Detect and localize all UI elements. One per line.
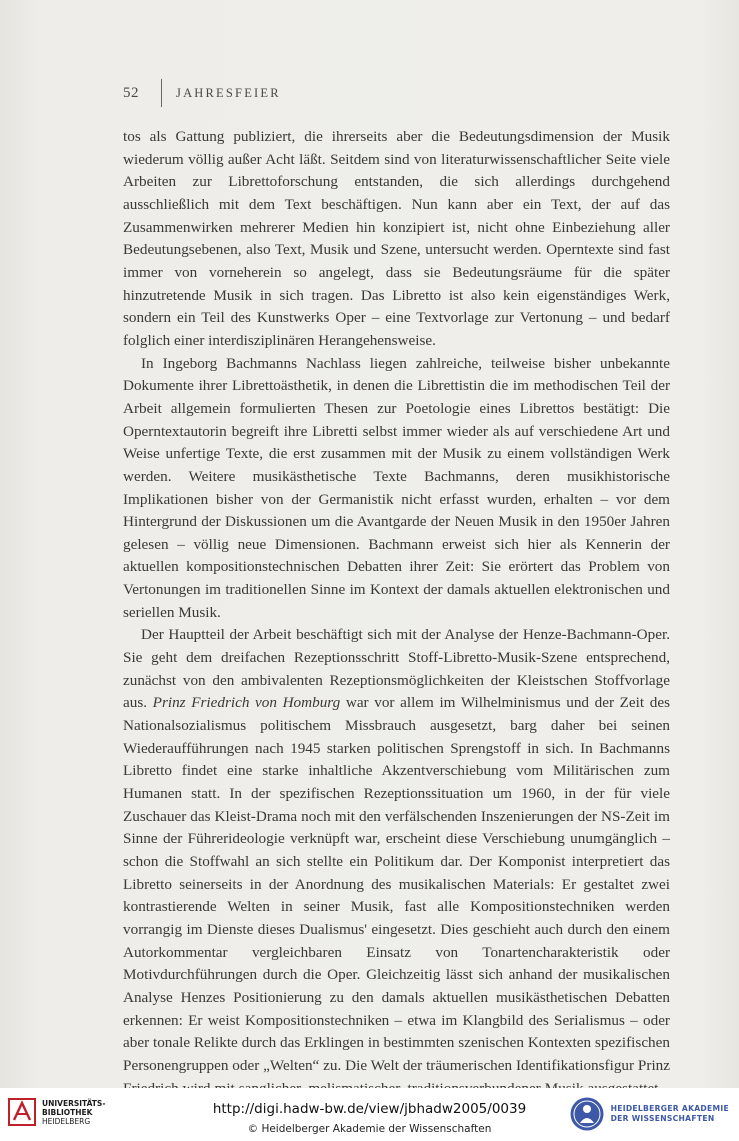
running-head [123,82,281,104]
body-text [123,126,670,1123]
page-number: 52 [123,84,139,101]
running-title: JAHRESFEIER [176,85,281,100]
paragraph-text: In Ingeborg Bachmanns Nachlass liegen zahlreiche, teilweise bisher unbekannte Dokumente ihrer Librettoästhetik, in denen die Librettistin die im methodischen Teil der Arbeit allgemein formulierten Thesen zur Poetologie eines Librettos bestätigt: Die Operntextautorin begreift ihre Libretti selbst immer wieder als auf verschiedene Art und Weise unfertige Texte, die erst zusammen mit der Musik zu einem vollständigen Werk werden. Weitere musikästhetische Texte Bachmanns, deren musikhistorische Implikationen bisher von der Germanistik nicht erfasst wurden, erhalten – vor dem Hintergrund der Diskussionen um die Avantgarde der Neuen Musik in den 1950er Jahren gelesen – völlig neue Dimensionen. Bachmann erweist sich hier als Kennerin der aktuellen kompositionstechnischen Debatten ihrer Zeit: Sie erörtert das Problem von Vertonungen im traditionellen Sinne im Kontext der damals aktuellen elektronischen und seriellen Musik. [123,354,670,621]
academy-logo[interactable] [569,1096,729,1132]
academy-seal-icon [569,1096,605,1132]
digitization-footer [0,1088,739,1141]
permalink-url[interactable]: http://digi.hadw-bw.de/view/jbhadw2005/0039 [212,1101,527,1117]
paragraph-text: Der Hauptteil der Arbeit beschäftigt sich mit der Analyse der Henze-Bachmann-Oper. Sie geht dem dreifachen Rezeptionsschritt Stoff-Libretto-Musik-Szene entsprechend, zunächst von den ambivalenten Rezeptionsmöglichkeiten der Kleistschen Stoffvorlage aus. [123,626,670,712]
academy-name [611,1104,729,1124]
library-line-1: UNIVERSITÄTS- [42,1098,106,1108]
copyright-notice: © Heidelberger Akademie der Wissenschaften [247,1123,492,1135]
academy-line-2: DER WISSENSCHAFTEN [610,1114,715,1123]
paragraph [123,353,670,625]
library-line-3: HEIDELBERG [42,1116,91,1126]
academy-line-1: HEIDELBERGER AKADEMIE [610,1104,729,1113]
paragraph-text: tos als Gattung publiziert, die ihrerseits aber die Bedeutungsdimension der Musik wiederum völlig außer Acht läßt. Seitdem sind von literaturwissenschaftlicher Seite viele Arbeiten zur Librettoforschung entstanden, die sich allerdings durchgehend ausschließlich mit dem Text beschäftigen. Nun kann aber ein Text, der auf das Zusammenwirken mehrerer Medien hin konzipiert ist, nicht ohne Einbeziehung aller Bedeutungsebenen, also Text, Musik und Szene, untersucht werden. Operntexte sind fast immer von vorneherein so angelegt, dass sie Bedeutungsräume für die später hinzutretende Musik in sich tragen. Das Libretto ist also kein eigenständiges Werk, sondern ein Teil des Kunstwerks Oper – eine Textvorlage zur Vertonung – und bedarf folglich einer interdisziplinären Herangehensweise. [123,128,670,349]
library-line-2: BIBLIOTHEK [42,1107,93,1117]
paragraph-text: war vor allem im Wilhelminismus und der Zeit des Nationalsozialismus politischem Missbrauch ausgesetzt, barg daher bei seinen Wiederaufführungen nach 1945 starken politischen Sprengstoff in sich. In Bachmanns Libretto findet eine starke inhaltliche Akzentverschiebung vom Militärischen zum Humanen statt. In der spezifischen Rezeptionssituation um 1960, in der für viele Zuschauer das Kleist-Drama noch mit den verfälschenden Inszenierungen der NS-Zeit im Sinne der Führerideologie verknüpft war, erscheint diese Verschiebung unumgänglich – schon die Stoffwahl an sich stellte ein Politikum dar. Der Komponist interpretiert das Libretto seinerseits in der Anordnung des musikalischen Materials: Er gestaltet zwei kontrastierende Welten in seiner Musik, fast alle Kompositionstechniken werden vorrangig im Dienste dieses Dualismus' eingesetzt. Dies geschieht auch durch den einem Autorkommentar vergleichbaren Einsatz von Tonartencharakteristik oder Motivdurchführungen durch die Oper. Gleichzeitig lässt sich anhand der musikalischen Analyse Henzes Positionierung zu den damals aktuellen musikästhetischen Debatten erkennen: Er weist Kompositionstechniken – etwa im Klangbild des Serialismus – oder aber tonale Relikte durch das Erklingen in bestimmten szenischen Kontexten spezifischen Personengruppen oder „Welten“ zu. Die Welt der träumerischen Identifikationsfigur Prinz [123,694,670,1074]
paragraph [123,126,670,353]
paragraph [123,624,670,1122]
header-rule [161,79,162,107]
italic-title: Prinz Friedrich von Homburg [152,694,341,712]
